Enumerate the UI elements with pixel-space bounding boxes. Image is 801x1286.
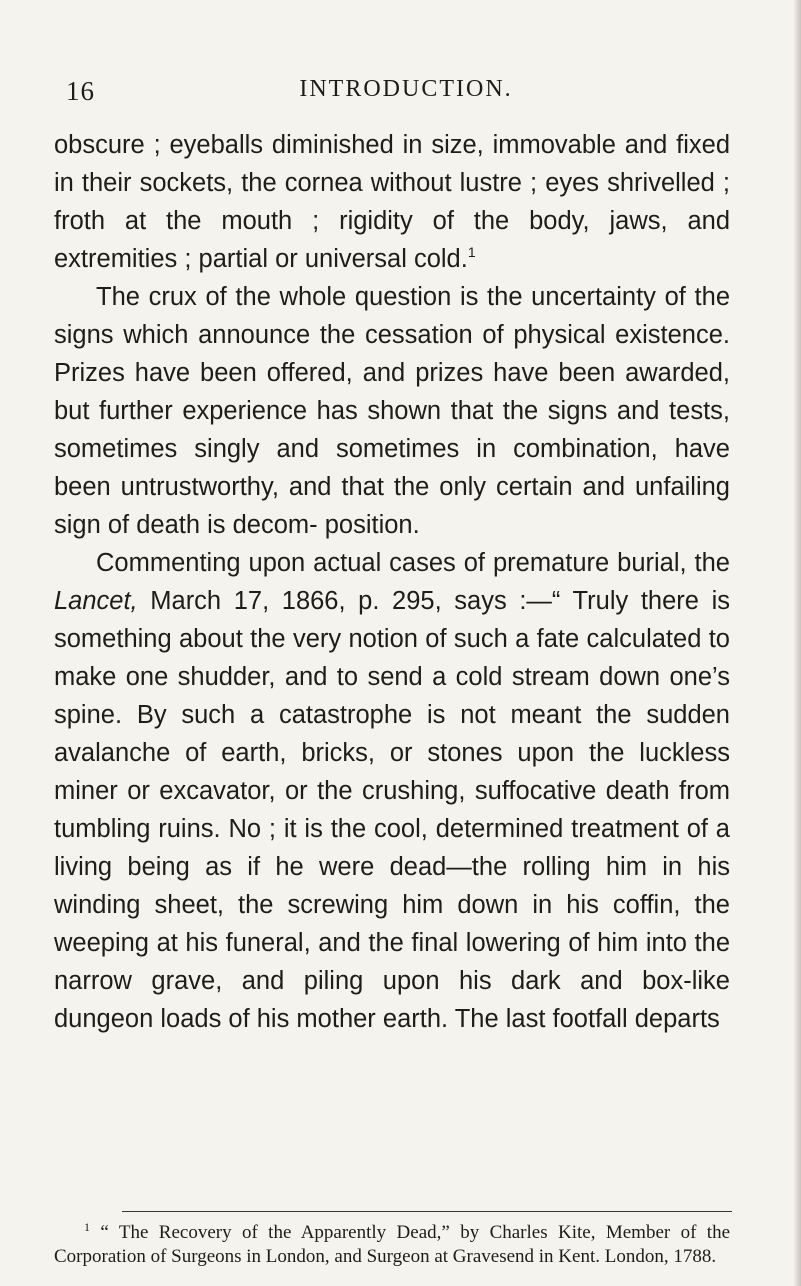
- footnote: [54, 1221, 730, 1269]
- footnote-divider: [122, 1211, 732, 1212]
- page-number: 16: [66, 76, 95, 106]
- paragraph-3: [54, 544, 730, 1038]
- footnotes: [54, 1221, 730, 1269]
- paragraph-3-intro: Commenting upon actual cases of premature burial, the: [96, 549, 730, 577]
- page-header: [66, 76, 726, 116]
- paragraph-1-text: obscure ; eyeballs diminished in size, immovable and fixed in their sockets, the cornea without lustre ; eyes shrivelled ; froth at the mouth ; rigidity of the body, jaws, and extremities ; partial or universal cold.: [54, 131, 730, 273]
- page-edge: [793, 0, 801, 1286]
- paragraph-1: [54, 126, 730, 278]
- footnote-text: “ The Recovery of the Apparently Dead,” by Charles Kite, Member of the Corporation of Surgeons in London, and Surgeon at Gravesend in Kent. London, 1788.: [54, 1222, 731, 1267]
- running-head: INTRODUCTION.: [299, 76, 513, 102]
- paragraph-3-quote: March 17, 1866, p. 295, says :—“ Truly there is something about the very notion of such a fate calculated to make one shudder, and to send a cold stream down one’s spine. By such a catastrophe is not meant the sudden avalanche of earth, bricks, or stones upon the luckless miner or excavator, or the crushing, suffocative death from tumbling ruins. No ; it is the cool, determined treatment of a living being as if he were dead—the rolling him in his winding sheet, the screwing him down in his coffin, the weeping at his funeral, and the final lowering of him into the narrow grave, and piling upon his dark and box-like dungeon loads of his mother earth. The last footfall departs: [54, 587, 730, 1033]
- footnote-reference: 1: [467, 244, 476, 260]
- paragraph-2: The crux of the whole question is the uncertainty of the signs which announce the cessation of physical existence. Prizes have been offered, and prizes have been awarded, but further experience has shown that the signs and tests, sometimes singly and sometimes in combination, have been untrustworthy, and that the only certain and unfailing sign of death is decom- position.: [54, 283, 730, 539]
- body-text: [54, 126, 730, 1038]
- footnote-marker: 1: [84, 1220, 90, 1234]
- journal-title: Lancet,: [54, 587, 138, 615]
